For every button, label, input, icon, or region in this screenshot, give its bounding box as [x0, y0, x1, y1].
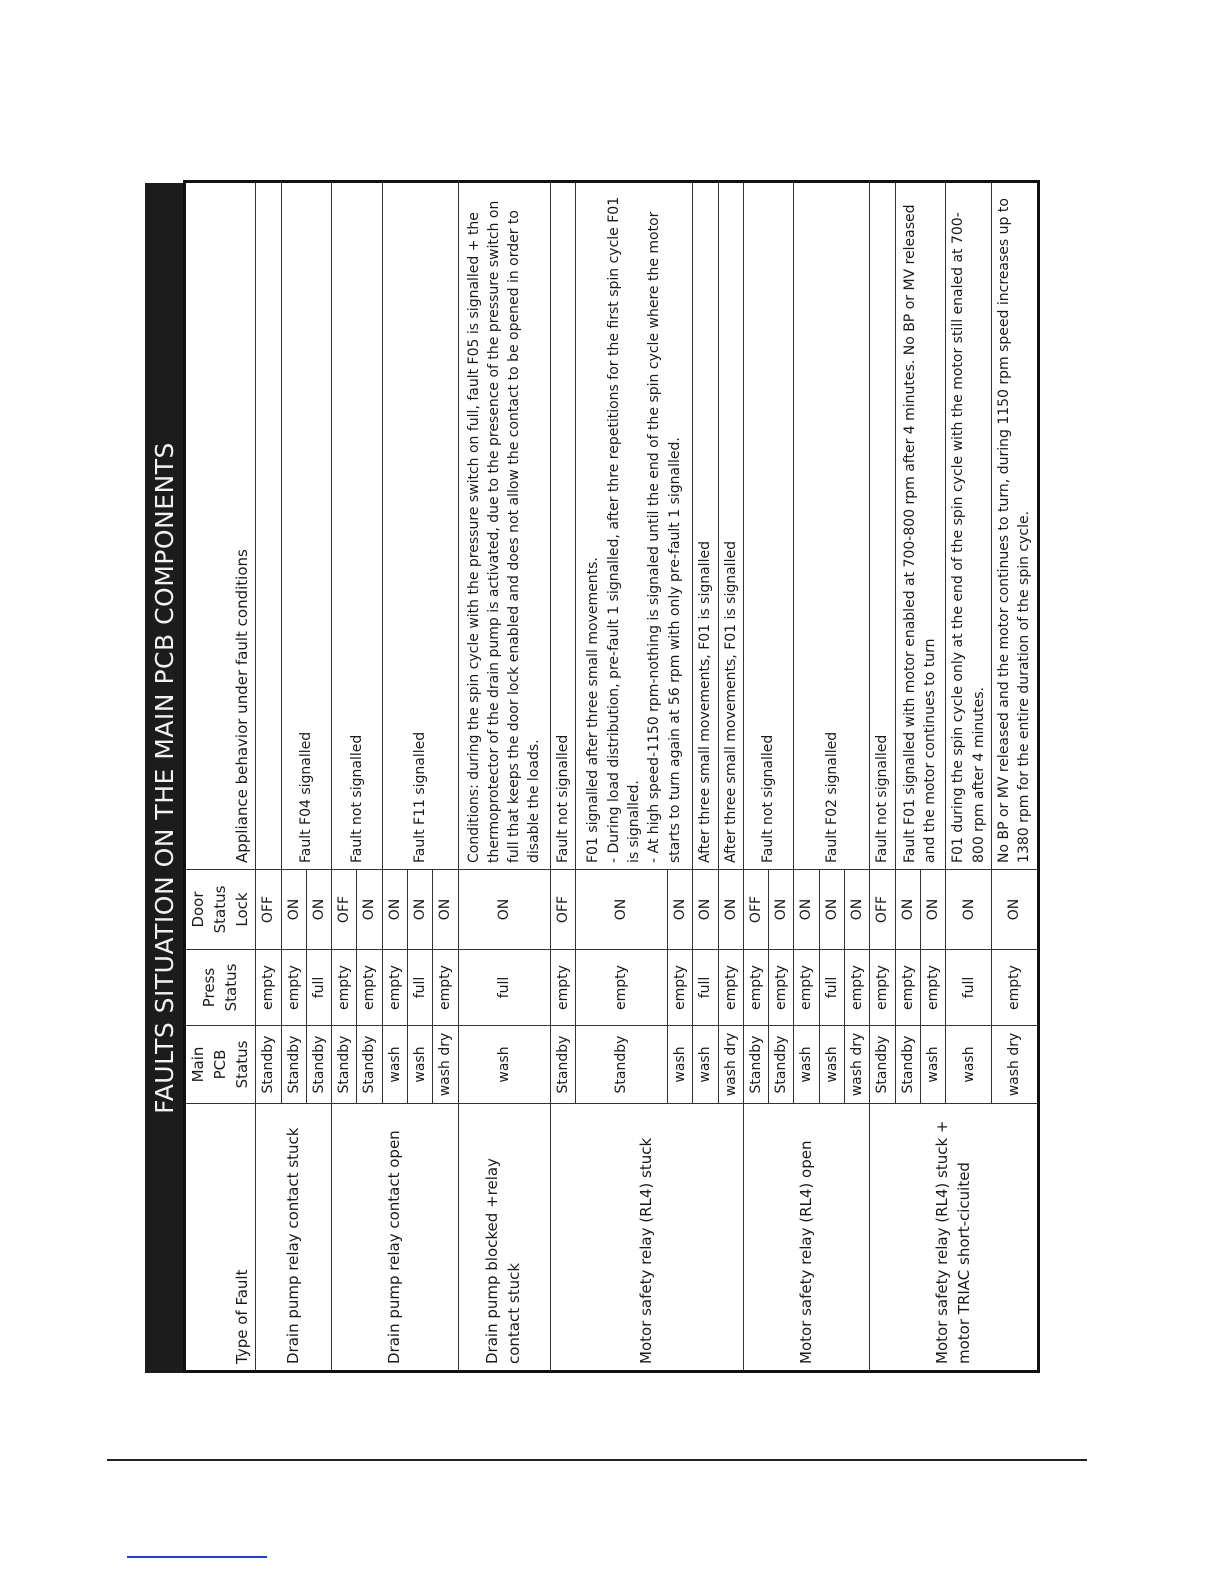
- behavior: Fault not signalled: [870, 182, 895, 870]
- table-row: [332, 182, 357, 1372]
- behavior: Conditions: during the spin cycle with the pressure switch on full, fault F05 is signalled + the thermoprotector of the drain pump is activated, due to the presence of the pressure switch on full that keeps the door lock enabled and does not allow the contact to be opened in order to disable the loads.: [458, 182, 550, 870]
- door-status: OFF: [332, 870, 357, 950]
- door-status: ON: [306, 870, 331, 950]
- press-status: empty: [794, 950, 819, 1026]
- fault-type: Drain pump relay contact stuck: [256, 1104, 332, 1372]
- behavior-line: - During load distribution, pre-fault 1 signalled, after thre repetitions for the first spin cycle F01 is signalled.: [605, 196, 642, 863]
- fault-type: Motor safety relay (RL4) open: [743, 1104, 869, 1372]
- pcb-status: Standby: [870, 1026, 895, 1104]
- footer-rule: [107, 1459, 1087, 1461]
- pcb-status: Standby: [769, 1026, 794, 1104]
- press-status: full: [408, 950, 433, 1026]
- press-status: empty: [845, 950, 870, 1026]
- door-status: OFF: [550, 870, 575, 950]
- door-status: ON: [794, 870, 819, 950]
- door-status: ON: [693, 870, 718, 950]
- door-status: ON: [845, 870, 870, 950]
- door-status: ON: [281, 870, 306, 950]
- table-row: [256, 182, 281, 1372]
- behavior: Fault not signalled: [332, 182, 383, 870]
- pcb-status: Standby: [550, 1026, 575, 1104]
- pcb-status: Standby: [357, 1026, 382, 1104]
- header-door: Door Status Lock: [185, 870, 256, 950]
- door-status: ON: [575, 870, 667, 950]
- header-press: Press Status: [185, 950, 256, 1026]
- header-type: Type of Fault: [185, 1104, 256, 1372]
- door-status: ON: [895, 870, 920, 950]
- press-status: empty: [256, 950, 281, 1026]
- press-status: empty: [575, 950, 667, 1026]
- press-status: full: [819, 950, 844, 1026]
- pcb-status: wash dry: [433, 1026, 458, 1104]
- pcb-status: wash: [819, 1026, 844, 1104]
- pcb-status: Standby: [281, 1026, 306, 1104]
- fault-type: Drain pump blocked +relay contact stuck: [458, 1104, 550, 1372]
- behavior: Fault not signalled: [550, 182, 575, 870]
- pcb-status: Standby: [256, 1026, 281, 1104]
- press-status: empty: [667, 950, 692, 1026]
- door-status: OFF: [870, 870, 895, 950]
- header-behavior: Appliance behavior under fault conditions: [185, 182, 256, 870]
- behavior: [575, 182, 692, 870]
- header-row: [185, 182, 256, 1372]
- press-status: empty: [382, 950, 407, 1026]
- pcb-status: Standby: [332, 1026, 357, 1104]
- pcb-status: wash: [920, 1026, 945, 1104]
- behavior: Fault F11 signalled: [382, 182, 458, 870]
- table-row: [458, 182, 550, 1372]
- pcb-status: wash: [946, 1026, 992, 1104]
- table-row: [870, 182, 895, 1372]
- press-status: empty: [920, 950, 945, 1026]
- pcb-status: wash: [693, 1026, 718, 1104]
- pcb-status: Standby: [743, 1026, 768, 1104]
- press-status: full: [946, 950, 992, 1026]
- door-status: ON: [920, 870, 945, 950]
- faults-table: [183, 180, 1040, 1373]
- pcb-status: wash: [382, 1026, 407, 1104]
- table-title: FAULTS SITUATION ON THE MAIN PCB COMPONENTS: [145, 183, 183, 1373]
- press-status: empty: [992, 950, 1039, 1026]
- door-status: ON: [382, 870, 407, 950]
- door-status: ON: [992, 870, 1039, 950]
- press-status: empty: [870, 950, 895, 1026]
- behavior-line: - At high speed-1150 rpm-nothing is signaled until the end of the spin cycle where the motor starts to turn again at 56 rpm with only pre-fault 1 signalled.: [646, 211, 683, 863]
- footer-link-underline: [127, 1556, 267, 1558]
- press-status: empty: [895, 950, 920, 1026]
- behavior: No BP or MV released and the motor continues to turn, during 1150 rpm speed increases up to 1380 rpm for the entire duration of the spin cycle.: [992, 182, 1039, 870]
- table-row: [743, 182, 768, 1372]
- door-status: ON: [357, 870, 382, 950]
- door-status: ON: [819, 870, 844, 950]
- fault-type: Motor safety relay (RL4) stuck: [550, 1104, 743, 1372]
- door-status: ON: [667, 870, 692, 950]
- behavior: After three small movements, F01 is signalled: [693, 182, 718, 870]
- press-status: full: [693, 950, 718, 1026]
- press-status: full: [306, 950, 331, 1026]
- press-status: empty: [332, 950, 357, 1026]
- behavior: Fault F02 signalled: [794, 182, 870, 870]
- fault-type: Motor safety relay (RL4) stuck + motor TRIAC short-cicuited: [870, 1104, 1038, 1372]
- behavior: Fault F01 signalled with motor enabled at 700-800 rpm after 4 minutes. No BP or MV released and the motor continues to turn: [895, 182, 946, 870]
- rotated-page: [145, 183, 1033, 1373]
- pcb-status: Standby: [895, 1026, 920, 1104]
- pcb-status: Standby: [306, 1026, 331, 1104]
- behavior: F01 during the spin cycle only at the end of the spin cycle with the motor still enaled at 700-800 rpm after 4 minutes.: [946, 182, 992, 870]
- pcb-status: wash: [794, 1026, 819, 1104]
- pcb-status: Standby: [575, 1026, 667, 1104]
- door-status: ON: [946, 870, 992, 950]
- door-status: ON: [718, 870, 743, 950]
- press-status: full: [458, 950, 550, 1026]
- behavior: [256, 182, 281, 870]
- press-status: empty: [433, 950, 458, 1026]
- pcb-status: wash dry: [992, 1026, 1039, 1104]
- door-status: ON: [408, 870, 433, 950]
- press-status: empty: [718, 950, 743, 1026]
- door-status: ON: [433, 870, 458, 950]
- door-status: ON: [769, 870, 794, 950]
- behavior: Fault F04 signalled: [281, 182, 332, 870]
- press-status: empty: [550, 950, 575, 1026]
- pcb-status: wash dry: [718, 1026, 743, 1104]
- behavior: Fault not signalled: [743, 182, 794, 870]
- fault-type: Drain pump relay contact open: [332, 1104, 458, 1372]
- pcb-status: wash: [408, 1026, 433, 1104]
- behavior: After three small movements, F01 is signalled: [718, 182, 743, 870]
- door-status: OFF: [256, 870, 281, 950]
- press-status: empty: [357, 950, 382, 1026]
- pcb-status: wash dry: [845, 1026, 870, 1104]
- door-status: ON: [458, 870, 550, 950]
- door-status: OFF: [743, 870, 768, 950]
- press-status: empty: [743, 950, 768, 1026]
- table-row: [550, 182, 575, 1372]
- behavior-line: F01 signalled after three small movements.: [585, 557, 602, 863]
- pcb-status: wash: [458, 1026, 550, 1104]
- pcb-status: wash: [667, 1026, 692, 1104]
- header-pcb: Main PCB Status: [185, 1026, 256, 1104]
- press-status: empty: [281, 950, 306, 1026]
- press-status: empty: [769, 950, 794, 1026]
